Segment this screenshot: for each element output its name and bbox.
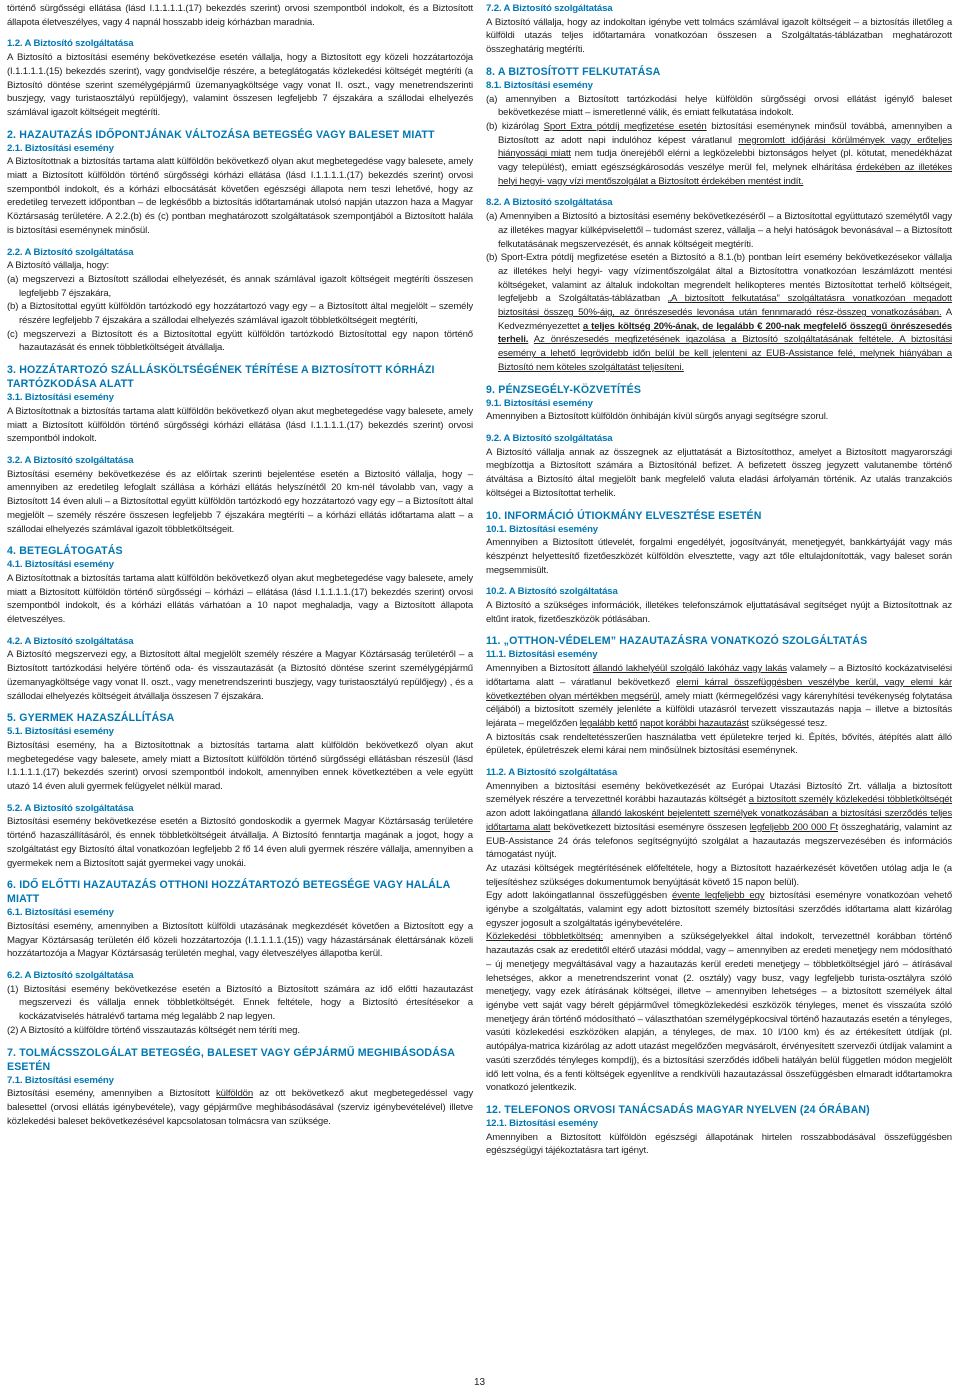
subsection-heading: 3.2. A Biztosító szolgáltatása bbox=[7, 454, 134, 466]
spacer bbox=[486, 424, 952, 432]
subsection-heading: 11.1. Biztosítási esemény bbox=[486, 649, 598, 661]
subsection-heading: 8.1. Biztosítási esemény bbox=[486, 79, 593, 91]
paragraph: Biztosítási esemény bekövetkezése esetén a Biztosító gondoskodik a gyermek Magyar Köztársaság területére történő hazaszállításáról, és ennek többletköltségeit átvállalja. A Biztosító fenntartja magának a jogot, hogy a szolgáltatást egy Biztosító által vonatkozóan legfeljebb 2 fő 14 éven aluli gyermek részére vállalja, amennyiben a gyermekek nem a Biztosított saját gyermekei vagy unokái. bbox=[7, 816, 473, 869]
subsection-heading: 5.2. A Biztosító szolgáltatása bbox=[7, 802, 134, 814]
spacer bbox=[7, 29, 473, 37]
paragraph: Biztosítási esemény, ha a Biztosítottnak a biztosítás tartama alatt külföldön bekövetkező olyan akut megbetegedése vagy balesete, amely miatt a Biztosított külföldön történő sürgősségi ellátásban részesül (lásd I.1.1.1.1.(17) bekezdés szerint) orvosi szempontból indokolt, amennyiben ennek következtében a vele együtt utazó 14 éven aluli gyermek felügyelet nélkül marad. bbox=[7, 739, 473, 793]
paragraph: A Biztosítottnak a biztosítás tartama alatt külföldön bekövetkező olyan akut megbetegedése vagy balesete, amely miatt a Biztosított külföldön történő sürgősségi kórházi ellátása (lásd I.1.1.1.1.(17) bekezdés szerint) orvosi szempontból indokolt. bbox=[7, 405, 473, 445]
paragraph: Amennyiben a Biztosított útlevelét, forgalmi engedélyét, jogosítványát, menetjegyét, bankkártyáját vagy más készpénzt helyettesítő fizetőeszközét külföldön elvesztette, vagy azt tőle eltulajdonították, vagy baleset során megsemmisült. bbox=[486, 537, 952, 576]
spacer bbox=[7, 627, 473, 635]
spacer bbox=[7, 120, 473, 128]
spacer bbox=[7, 446, 473, 454]
page-number: 13 bbox=[474, 1377, 486, 1388]
spacer bbox=[7, 355, 473, 363]
paragraph: Amennyiben a Biztosított állandó lakhelyéül szolgáló lakóház vagy lakás valamely – a Biztosító kockázatviselési időtartama alatt – váratlanul bekövetkező elemi kárral összefüggésben veszélybe kerül, vagy elemi kár következtében olyan mértékben megsérül, amely miatt (kérmegelőzési vagy kárenyhítési tevékenység folytatása céljából) a biztosított személy jelenléte a külföldi utazásról tervezett visszautazás napja – illetve a biztosítás lejárata – megelőzően legalább kettő napot korábbi hazautazást szükségessé tesz. bbox=[486, 663, 952, 729]
list-item: (a) amennyiben a Biztosított tartózkodási helye külföldön sürgősségi orvosi ellátást igénylő baleset bekövetkezése miatt – ismeretlenné válik, és emiatt felkutatása indokolt. bbox=[486, 93, 952, 119]
paragraph: Biztosítási esemény bekövetkezése és az előírtak szerinti bejelentése esetén a Biztosító vállalja, hogy – amennyiben az eredetileg lefoglalt szállása a kórházi ellátás helyszínétől 20 km-nél távolabb van, vagy a Biztosított 14 éven aluli – a Biztosítottal együtt külföldön tartózkodó egy hozzátartozó vagy egy – a Biztosított által megjelölt – személy részére összesen legfeljebb 7 éjszakára megtéríti – a kórházi ellátás időtartama alatt – a szállodai elhelyezés számlával igazolt többletköltségeit. bbox=[7, 468, 473, 535]
subsection-heading: 3.1. Biztosítási esemény bbox=[7, 392, 114, 404]
spacer bbox=[7, 536, 473, 544]
subsection-heading: 11.2. A Biztosító szolgáltatása bbox=[486, 767, 618, 779]
subsection-heading: 2.2. A Biztosító szolgáltatása bbox=[7, 246, 134, 258]
paragraph: A Biztosító vállalja, hogy az indokoltan igénybe vett tolmács számlával igazolt költségeit – a biztosítás illetőleg a külföldi utazás teljes időtartamára vonatkozóan összesen a Szolgáltatás-táblázatban meghatározott összeghatárig megtéríti. bbox=[486, 16, 952, 56]
paragraph: A Biztosító a biztosítási esemény bekövetkezése esetén vállalja, hogy a Biztosított egy közeli hozzátartozója (I.1.1.1.1.(15) bekezdés szerint), vagy gondviselője részére, a beteglátogatás közlekedési költségét megtéríti (a Biztosító döntése szerint személygépjármű üzemanyagköltsége vagy vonat II. oszt., vagy menetrendszerinti buszjegy, vagy turistaosztályú repülőjegy), valamint összesen legfeljebb 7 éjszakára a szállodai elhelyezés számlával igazolt költségeit megtéríti. bbox=[7, 52, 473, 118]
section-heading: 10. INFORMÁCIÓ ÚTIOKMÁNY ELVESZTÉSE ESETÉN bbox=[486, 509, 762, 522]
section-heading: 11. „OTTHON-VÉDELEM” HAZAUTAZÁSRA VONATKOZÓ SZOLGÁLTATÁS bbox=[486, 635, 868, 648]
subsection-heading: 7.1. Biztosítási esemény bbox=[7, 1074, 114, 1086]
spacer bbox=[486, 188, 952, 196]
spacer bbox=[486, 501, 952, 509]
list-item: (1) Biztosítási esemény bekövetkezése esetén a Biztosító a Biztosított számára az idő előtti hazautazást megszervezi és vállalja ennek többletköltségét. Ennek feltétele, hogy a Biztosító értesítésekor a kockázatviselés hátralévő tartama még legalább 2 nap legyen. bbox=[7, 983, 473, 1023]
list-item: (c) megszervezi a Biztosított és a Biztosítottal együtt külföldön tartózkodó Biztosítottal egy napon történő hazautazását és ennek többletköltségeit átvállalja. bbox=[7, 328, 473, 354]
paragraph: Biztosítási esemény, amennyiben a Biztosított külföldi utazásának megkezdését követően a Biztosított egy a Magyar Köztársaság területén élő közeli hozzátartozója (I.1.1.1.1.(15)) vagy házastársának élettársának közeli hozzátartozója a Magyar Köztársaság területén meghal, vagy életveszélyes állapotba kerül. bbox=[7, 920, 473, 960]
list-item: (b) a Biztosítottal együtt külföldön tartózkodó egy hozzátartozó vagy egy – a Biztosított által megjelölt – személy részére legfeljebb 7 éjszakára a szállodai elhelyezés számlával igazolt többletköltségeit megtéríti, bbox=[7, 301, 473, 327]
subsection-heading: 6.1. Biztosítási esemény bbox=[7, 907, 114, 919]
paragraph: Az utazási költségek megtérítésének előfeltétele, hogy a Biztosított hazaérkezését követően utólag adja le (a teljesítéshez szükséges dokumentumok benyújtását követő 15 napon belül). bbox=[486, 862, 952, 888]
subsection-heading: 2.1. Biztosítási esemény bbox=[7, 142, 114, 154]
subsection-heading: 4.2. A Biztosító szolgáltatása bbox=[7, 635, 134, 647]
subsection-heading: 12.1. Biztosítási esemény bbox=[486, 1117, 598, 1129]
paragraph: A Biztosítottnak a biztosítás tartama alatt külföldön bekövetkező olyan akut megbetegedése vagy balesete, amely miatt a Biztosított külföldön történő sürgősségi kórházi ellátása (lásd I.1.1.1.1.(17) bekezdés szerint) orvosi szempontból indokolt, és a kórházi elbocsátását követően egészségi állapota nem teszi lehetővé, hogy az eredetileg tervezett időpontban – de legkésőbb a biztosítás időtartamának utolsó napján utazzon haza a Magyar Köztársaság területére. A 2.2.(b) és (c) pontban meghatározott szolgáltatások szempontjából a Biztosított halála is biztosítási eseménynek minősül. bbox=[7, 156, 473, 236]
spacer bbox=[7, 794, 473, 802]
list-item: (a) Amennyiben a Biztosító a biztosítási esemény bekövetkezéséről – a Biztosítottal együttutazó személytől vagy az illetékes magyar külképviselettől – tudomást szerez, vállalja – a helyi hatóságok bevonásával – a Biztosított felkutatásának megszervezését, és annak költségeit megtéríti. bbox=[486, 211, 952, 250]
list-item: (2) A Biztosító a külföldre történő visszautazás költségét nem téríti meg. bbox=[7, 1024, 300, 1036]
section-heading: 4. BETEGLÁTOGATÁS bbox=[7, 545, 123, 558]
paragraph: Egy adott lakóingatlannal összefüggésben évente legfeljebb egy biztosítási eseményre vonatkozóan vehető igénybe a szolgáltatás, valamint egy adott biztosított személy biztosítási szerződés időtartama alatt kizárólag egyszer jogosult a szolgáltatás igénybevételére. bbox=[486, 890, 953, 929]
subsection-heading: 9.1. Biztosítási esemény bbox=[486, 397, 593, 409]
paragraph: Amennyiben a biztosítási esemény bekövetkezését az Európai Utazási Biztosító Zrt. vállalja a biztosított személyek részére a tervezettnél korábbi hazautazás költségét a biztosított személy közlekedési többletköltségét azon adott lakóingatlana állandó lakosként bejelentett személyek vonatkozásában a biztosítási szerződés teljes időtartama alatt bekövetkezett biztosítási eseményre összesen legfeljebb 200 000 Ft összeghatárig, valamint az EUB-Assistance 24 órás telefonos segítségnyújtó szolgálat a hazautazás megszervezésében és információs támogatást nyújt. bbox=[486, 780, 953, 861]
section-heading: 8. A BIZTOSÍTOTT FELKUTATÁSA bbox=[486, 65, 661, 78]
paragraph: Közlekedési többletköltség: amennyiben a szükségelyekkel által indokolt, tervezettnél korábban történő hazautazás csak az eredetitől eltérő utazási móddal, vagy – amennyiben az eredeti menetjegy nem módosítható – új menetjegy megváltásával vagy a hazautazás kerül eredeti menetjegy – többletköltségjel járó – átírásával lehetséges, akkor a menetrendszerint vonat (2. osztály) vagy busz, vagy legfeljebb turista-osztályra szóló menetjegy, vagy ezek átírásának költségei, illetve – amennyiben lehetséges – a biztosított személyek által igénybe vett saját vagy bérelt gépjárművel tömegközlekedési eszközök tényleges, menet és visszaúta szóló menetjegy árán történő módosítható – választhatóan személygépkocsival történő hazautazás esetén a tényleges, vasúti közlekedési eszközöken alapján, a tényleges, de max. 10 l/100 km) és az értékesített útdíjak (pl. autópálya-matrica kizárólag az adott utazást megelőzően megvásárolt, érvényesített szervezői útdíjak valamint a vasúti szerződés tényleges kompdíj), és a biztosítási szerződés időbeli hatályán belül független módon megjelölt idő lett volna, és a fenti költségek egyenlítve a rendkívüli hazautazással összefüggésben elmaradt időtartamokra vonatkozó jelentkezik. bbox=[486, 931, 952, 1094]
section-heading: 7. TOLMÁCSSZOLGÁLAT BETEGSÉG, BALESET VAGY GÉPJÁRMŰ MEGHIBÁSODÁSA ESETÉN bbox=[7, 1046, 455, 1073]
section-heading: 9. PÉNZSEGÉLY-KÖZVETÍTÉS bbox=[486, 383, 642, 396]
subsection-heading: 4.1. Biztosítási esemény bbox=[7, 559, 114, 571]
spacer bbox=[7, 961, 473, 969]
spacer bbox=[486, 758, 952, 766]
section-heading: 3. HOZZÁTARTOZÓ SZÁLLÁSKÖLTSÉGÉNEK TÉRÍTÉSE A BIZTOSÍTOTT KÓRHÁZI TARTÓZKODÁSA ALATT bbox=[7, 364, 435, 391]
paragraph: A Biztosítottnak a biztosítás tartama alatt külföldön bekövetkező olyan akut megbetegedése vagy balesete, amely miatt a Biztosított külföldön történő sürgősségi – kórházi – ellátása (lásd I.1.1.1.1.(17) bekezdés szerint) orvosi szempontból indokolt, és a kórházi ellátás várhatóan a 10 napot meghaladja, vagy a Biztosított állapota életveszélyes. bbox=[7, 572, 473, 626]
subsection-heading: 9.2. A Biztosító szolgáltatása bbox=[486, 432, 613, 444]
right-column bbox=[486, 2, 952, 1158]
list-item: (b) kizárólag Sport Extra pótdíj megfizetése esetén biztosítási eseménynek minősül továbbá, amennyiben a Biztosított az adott napi indulóhoz képest váratlanul megromlott időjárási körülmények vagy erőteljes hiányossági miatt nem tudja önerejéből elérni a legközelebbi biztonságos helyet (pl. kötutat, menedékházat vagy települést), emiatt egészségkárosodás veszélye merül fel, melynek elhárítása érdekében az illetékes helyi hegyi- vagy vízi mentőszolgálat a Biztosított érdekében mentést indít. bbox=[486, 120, 952, 187]
paragraph: történő sürgősségi ellátása (lásd I.1.1.1.1.(17) bekezdés szerint) orvosi szempontból indokolt, és a Biztosított állapota életveszélyes, vagy 4 napnál hosszabb ideig kórházban maradnia. bbox=[7, 3, 473, 28]
section-heading: 2. HAZAUTAZÁS IDŐPONTJÁNAK VÁLTOZÁSA BETEGSÉG VAGY BALESET MIATT bbox=[7, 128, 435, 141]
subsection-heading: 1.2. A Biztosító szolgáltatása bbox=[7, 38, 134, 50]
spacer bbox=[7, 238, 473, 246]
left-column bbox=[7, 2, 473, 1128]
paragraph: Biztosítási esemény, amennyiben a Biztosított külföldön az ott bekövetkező akut megbetegedéssel vagy balesettel (orvosi ellátás igénybevétele), vagy gépjárműve meghibásodásával (szerviz igénybevételével) illetve közlekedési baleset bekövetkezésével kapcsolatosan tolmácsra van szüksége. bbox=[7, 1088, 473, 1127]
paragraph: A Biztosító a szükséges információk, illetékes telefonszámok eljuttatásával segítséget nyújt a Biztosítottnak az eltűnt iratok, fizetőeszközök pótlásában. bbox=[486, 600, 952, 625]
paragraph: A Biztosító vállalja annak az összegnek az eljuttatását a Biztosítotthoz, amelyet a Biztosított magyarországi megbízottja a Biztosított számára a Biztosítónál befizet. A befizetett összeg jegyzett valutanembe történő átváltása a Biztosító által megjelölt bank megfelelő valuta eladási árfolyamán történik. Az utalás tranzakciós költségei a Biztosítottat terhelik. bbox=[486, 446, 952, 499]
spacer bbox=[7, 870, 473, 878]
section-heading: 6. IDŐ ELŐTTI HAZAUTAZÁS OTTHONI HOZZÁTARTOZÓ BETEGSÉGE VAGY HALÁLA MIATT bbox=[7, 879, 451, 906]
paragraph: A Biztosító megszervezi egy, a Biztosított által megjelölt személy részére a Magyar Köztársaság területéről – a Biztosított tartózkodási helyére történő oda- és visszautazását (a Biztosító döntése szerint személygépjármű üzemanyagköltsége vagy vonat II. oszt., vagy menetrendszerinti buszjegy, vagy turistaosztályú repülőjegy) , és a szállodai elhelyezés költségeit átvállalja összesen 7 éjszakára. bbox=[7, 649, 473, 702]
section-heading: 12. TELEFONOS ORVOSI TANÁCSADÁS MAGYAR NYELVEN (24 ÓRÁBAN) bbox=[486, 1103, 870, 1116]
paragraph: Amennyiben a Biztosított külföldön egészségi állapotának hirtelen rosszabbodásával összefüggésben egészségügyi tájékoztatásra tart igényt. bbox=[486, 1131, 952, 1157]
subsection-heading: 10.1. Biztosítási esemény bbox=[486, 523, 598, 535]
subsection-heading: 8.2. A Biztosító szolgáltatása bbox=[486, 197, 613, 209]
paragraph: A Biztosító vállalja, hogy: bbox=[7, 260, 110, 272]
spacer bbox=[486, 57, 952, 65]
list-item: (a) megszervezi a Biztosított szállodai elhelyezését, és annak számlával igazolt költségeit megtéríti összesen legfeljebb 7 éjszakára, bbox=[7, 273, 473, 299]
spacer bbox=[7, 1038, 473, 1046]
subsection-heading: 10.2. A Biztosító szolgáltatása bbox=[486, 586, 618, 598]
spacer bbox=[486, 626, 952, 634]
spacer bbox=[486, 375, 952, 383]
subsection-heading: 7.2. A Biztosító szolgáltatása bbox=[486, 3, 613, 14]
list-item: (b) Sport-Extra pótdíj megfizetése esetén a Biztosító a 8.1.(b) pontban leírt esemény bekövetkezésekor vállalja az illetékes helyi hegyi- vagy vízimentőszolgálat által a Biztosítottra vonatkozóan leszámlázott mentési költségeket, valamint az általuk indokoltan megrendelt helikopteres mentés Biztosítottat terhelő költségeit, legfeljebb a Szolgáltatás-táblázatban „A biztosított felkutatása” szolgáltatásra vonatkozóan megadott biztosítási összeg 50%-áig, az önrészesedés levonása után fennmaradó rész-összeg vonatkozásában. A Kedvezményezettet a teljes költség 20%-ának, de legalább € 200-nak megfelelő összegű önrészesedés terheli. Az önrészesedés megfizetésének igazolása a Biztosító szolgáltatásának feltétele. A biztosítási esemény a lehető legrövidebb időn belül be kell jelenteni az EUB-Assistance felé, melynek hiányában a Biztosító nem köteles szolgáltatást teljesíteni. bbox=[486, 252, 952, 373]
section-heading: 5. GYERMEK HAZASZÁLLÍTÁSA bbox=[7, 712, 175, 725]
spacer bbox=[486, 1095, 952, 1103]
paragraph: Amennyiben a Biztosított külföldön önhibáján kívül sürgős anyagi segítségre szorul. bbox=[486, 411, 829, 423]
subsection-heading: 6.2. A Biztosító szolgáltatása bbox=[7, 970, 134, 982]
subsection-heading: 5.1. Biztosítási esemény bbox=[7, 726, 114, 738]
spacer bbox=[7, 703, 473, 711]
paragraph: A biztosítás csak rendeltetésszerűen használatba vett épületekre terjed ki. Építés, bővítés, átépítés alatt álló épületek, épületrészek elemi kárai nem minősülnek biztosítási eseménynek. bbox=[486, 731, 952, 757]
spacer bbox=[486, 577, 952, 585]
